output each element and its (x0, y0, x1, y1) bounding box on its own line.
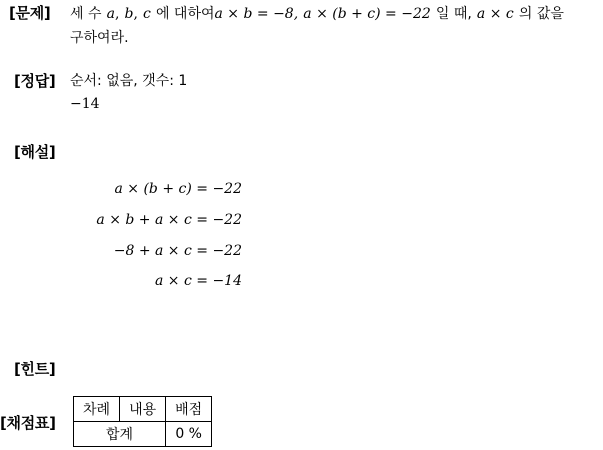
solution-line-3: −8 + a × c = −22 (113, 243, 242, 259)
problem-text-a: 세 수 (70, 6, 102, 22)
grading-total-row (74, 422, 212, 447)
problem-target: a × c (476, 6, 514, 22)
problem-text-b: 에 대하여 (155, 6, 215, 22)
problem-label: [문제] (9, 4, 51, 22)
problem-sep-1: , (114, 6, 120, 22)
answer-meta: 순서: 없음, 갯수: 1 (70, 73, 188, 89)
answer-value: −14 (70, 96, 100, 112)
problem-var-b: b (124, 6, 134, 22)
problem-text-c: 일 때, (435, 6, 472, 22)
problem-sep-2: , (133, 6, 138, 22)
grading-header-content: 내용 (120, 397, 166, 422)
grading-header-points: 배점 (166, 397, 212, 422)
grading-total-value: 0 % (166, 422, 212, 447)
problem-var-c: c (143, 6, 151, 22)
problem-var-a: a (106, 6, 115, 22)
problem-condition-2: a × (b + c) = −22 (303, 6, 431, 22)
grading-label: [채점표] (0, 414, 56, 432)
solution-line-2: a × b + a × c = −22 (96, 212, 242, 228)
solution-line-4: a × c = −14 (155, 273, 242, 289)
grading-header-order: 차례 (74, 397, 120, 422)
problem-condition-1: a × b = −8, (214, 6, 299, 22)
grading-table (73, 396, 212, 447)
answer-label: [정답] (14, 72, 56, 90)
grading-total-label: 합계 (74, 422, 166, 447)
problem-text-d: 의 값을 (518, 6, 564, 22)
solution-line-1: a × (b + c) = −22 (114, 181, 242, 197)
grading-header-row (74, 397, 212, 422)
hint-label: [힌트] (14, 360, 56, 378)
solution-label: [해설] (14, 143, 56, 161)
problem-text-line-1 (70, 3, 564, 23)
problem-text-line-2: 구하여라. (70, 30, 129, 46)
